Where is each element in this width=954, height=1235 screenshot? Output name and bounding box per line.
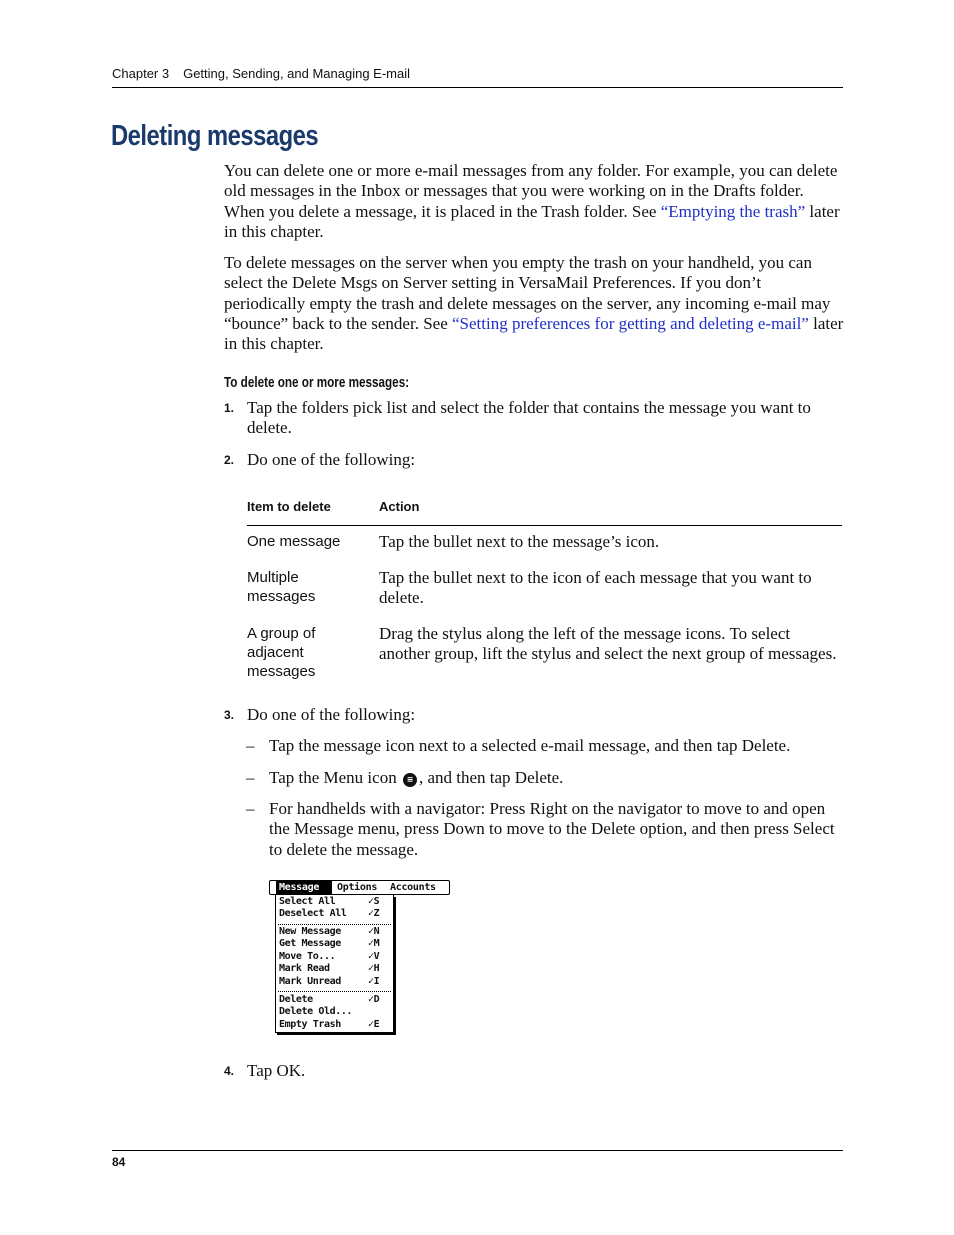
preferences-link[interactable]: “Setting preferences for getting and deleting e-mail” <box>452 313 809 333</box>
p1-text-end: later in this chapter. <box>224 201 840 241</box>
step-number: 4. <box>224 1064 235 1078</box>
menu-bar <box>269 880 450 895</box>
dash-bullet: – <box>246 736 255 755</box>
chapter-title: Getting, Sending, and Managing E-mail <box>183 66 411 81</box>
menu-bar-message: Message <box>276 881 332 894</box>
step-text: Tap OK. <box>247 1061 306 1080</box>
palm-menu-screenshot <box>269 880 451 1034</box>
dash-bullet: – <box>246 768 255 787</box>
step-text: Do one of the following: <box>247 450 416 469</box>
message-menu <box>275 895 394 1033</box>
substep-text: For handhelds with a navigator: Press Right on the navigator to move to and open the Message menu, press Down to move to the Delete option, and then press Select to delete the message. <box>269 799 835 859</box>
chapter-label: Chapter 3 <box>112 66 170 81</box>
page-number: 84 <box>112 1155 126 1169</box>
menu-item-delete-old: Delete Old... <box>279 1006 353 1017</box>
table-cell-item: A group of adjacent messages <box>247 625 316 680</box>
step-number: 1. <box>224 401 235 415</box>
menu-item-get-message: Get Message ✓M <box>279 938 380 949</box>
menu-item-mark-read: Mark Read ✓H <box>279 963 380 974</box>
step-number: 3. <box>224 708 235 722</box>
server-paragraph <box>224 253 846 354</box>
substep-text <box>269 768 849 788</box>
table-cell-action: Tap the bullet next to the message’s icon. <box>379 532 660 551</box>
step-number: 2. <box>224 453 235 467</box>
menu-item-move-to: Move To... ✓V <box>279 951 380 962</box>
menu-item-delete: Delete ✓D <box>279 994 380 1005</box>
emptying-trash-link[interactable]: “Emptying the trash” <box>660 201 806 221</box>
running-header <box>112 66 410 82</box>
p2-text-end: later in this chapter. <box>224 313 844 354</box>
p2-text: To delete messages on the server when you empty the trash on your handheld, you can select the Delete Msgs on Server setting in VersaMail Preferences. If you don’t periodically empty the trash and delete messages on the server, any incoming e-mail may “bounce” back to the sender. See <box>224 253 831 333</box>
substep-text-end: , and then tap Delete. <box>418 768 564 787</box>
substep-text: Tap the message icon next to a selected e-mail message, and then tap Delete. <box>269 736 791 755</box>
intro-paragraph <box>224 161 846 242</box>
table-header-action: Action <box>379 499 420 514</box>
menu-divider <box>278 924 391 925</box>
menu-item-empty-trash: Empty Trash ✓E <box>279 1019 380 1030</box>
step-text: Tap the folders pick list and select the folder that contains the message you want to delete. <box>247 398 811 438</box>
menu-divider <box>278 991 391 992</box>
p1-text: You can delete one or more e-mail messages from any folder. For example, you can delete old messages in the Inbox or messages that you were working on in the Drafts folder. When you delete a message, it is placed in the Trash folder. See <box>224 161 838 221</box>
menu-icon: ≡ <box>403 773 417 787</box>
table-cell-action: Tap the bullet next to the icon of each message that you want to delete. <box>379 568 812 608</box>
menu-item-new-message: New Message ✓N <box>279 926 380 937</box>
table-cell-item: One message <box>247 533 341 550</box>
menu-item-mark-unread: Mark Unread ✓I <box>279 976 380 987</box>
substep-text-start: Tap the Menu icon <box>269 768 401 787</box>
footer-rule <box>112 1150 843 1151</box>
header-rule <box>112 87 843 88</box>
section-title: Deleting messages <box>111 120 319 152</box>
menu-item-deselect-all: Deselect All ✓Z <box>279 908 380 919</box>
dash-bullet: – <box>246 799 255 818</box>
table-cell-action: Drag the stylus along the left of the message icons. To select another group, lift the stylus and select the next group of messages. <box>379 624 837 664</box>
procedure-heading: To delete one or more messages: <box>224 374 410 391</box>
menu-bar-options: Options <box>337 882 378 893</box>
table-header-item: Item to delete <box>247 499 331 514</box>
menu-item-select-all: Select All ✓S <box>279 896 380 907</box>
table-header-rule <box>247 525 842 526</box>
menu-bar-accounts: Accounts <box>390 882 436 893</box>
table-cell-item: Multiple messages <box>247 569 316 605</box>
step-text: Do one of the following: <box>247 705 416 724</box>
